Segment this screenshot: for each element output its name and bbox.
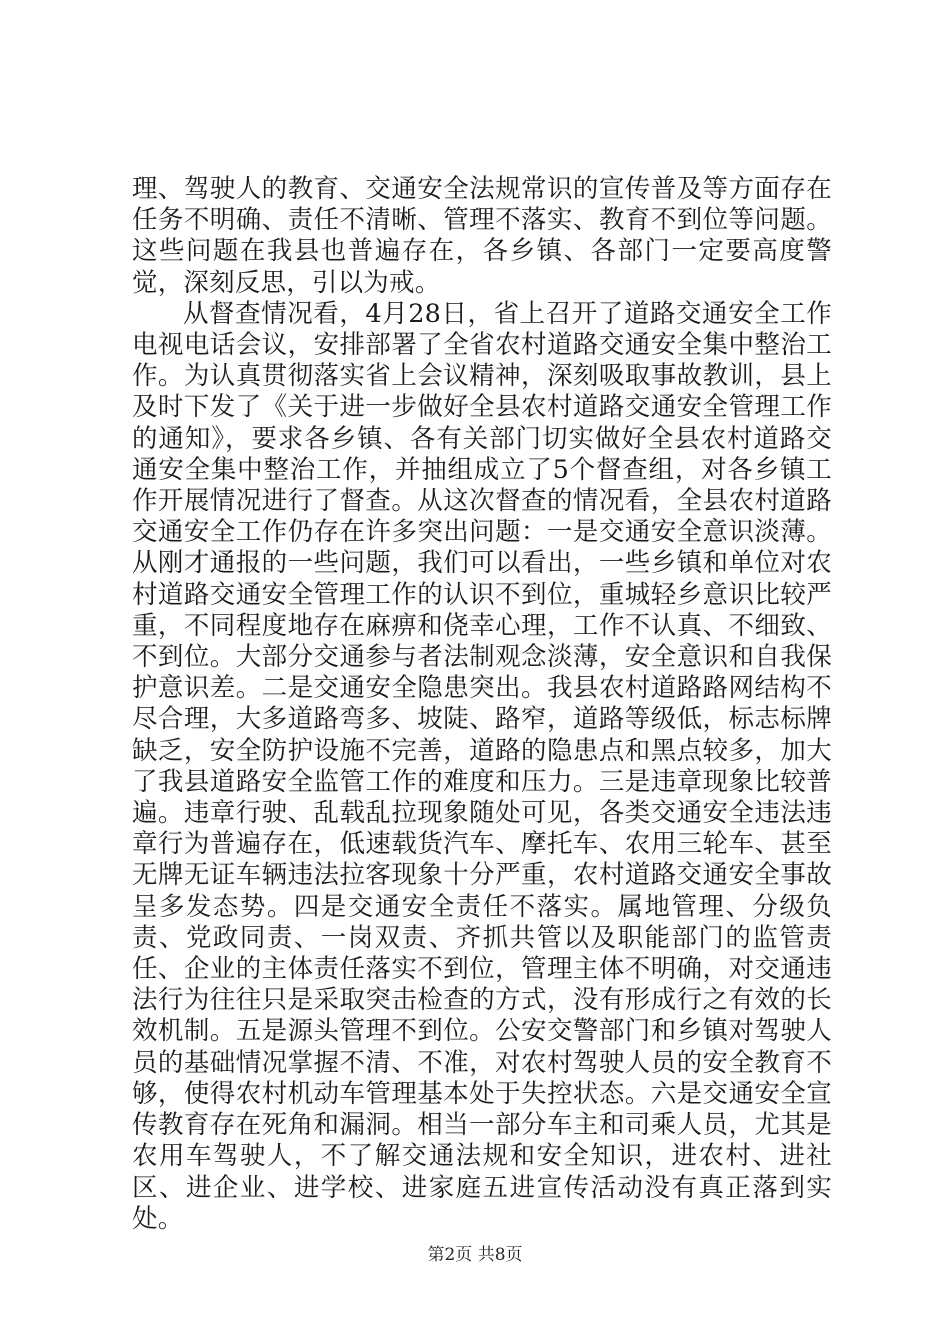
paragraph-inspection-findings: 从督查情况看，4月28日，省上召开了道路交通安全工作电视电话会议，安排部署了全省农村道路交通安全集中整治工作。为认真贯彻落实省上会议精神，深刻吸取事故教训，县上及时下发了《关于进一步做好全县农村道路交通安全管理工作的通知》，要求各乡镇、各有关部门切实做好全县农村道路交通安全集中整治工作，并抽组成立了5个督查组，对各乡镇工作开展情况进行了督查。从这次督查的情况看，全县农村道路交通安全工作仍存在许多突出问题：一是交通安全意识淡薄。从刚才通报的一些问题，我们可以看出，一些乡镇和单位对农村道路交通安全管理工作的认识不到位，重城轻乡意识比较严重，不同程度地存在麻痹和侥幸心理，工作不认真、不细致、不到位。大部分交通参与者法制观念淡薄，安全意识和自我保护意识差。二是交通安全隐患突出。我县农村道路路网结构不尽合理，大多道路弯多、坡陡、路窄，道路等级低，标志标牌缺乏，安全防护设施不完善，道路的隐患点和黑点较多，加大了我县道路安全监管工作的难度和压力。三是违章现象比较普遍。违章行驶、乱载乱拉现象随处可见，各类交通安全违法违章行为普遍存在，低速载货汽车、摩托车、农用三轮车、甚至无牌无证车辆违法拉客现象十分严重，农村道路交通安全事故呈多发态势。四是交通安全责任不落实。属地管理、分级负责、党政同责、一岗双责、齐抓共管以及职能部门的监管责任、企业的主体责任落实不到位，管理主体不明确，对交通违法行为往往只是采取突击检查的方式，没有形成行之有效的长效机制。五是源头管理不到位。公安交警部门和乡镇对驾驶人员的基础情况掌握不清、不准，对农村驾驶人员的安全教育不够，使得农村机动车管理基本处于失控状态。六是交通安全宣传教育存在死角和漏洞。相当一部分车主和司乘人员，尤其是农用车驾驶人，不了解交通法规和安全知识，进农村、进社区、进企业、进学校、进家庭五进宣传活动没有真正落到实处。: [132, 298, 832, 1234]
paragraph-continued: 理、驾驶人的教育、交通安全法规常识的宣传普及等方面存在任务不明确、责任不清晰、管理不落实、教育不到位等问题。这些问题在我县也普遍存在，各乡镇、各部门一定要高度警觉，深刻反思，引以为戒。: [132, 174, 832, 298]
page-footer: 第2页 共8页: [427, 1245, 523, 1265]
document-body: [132, 174, 832, 1235]
